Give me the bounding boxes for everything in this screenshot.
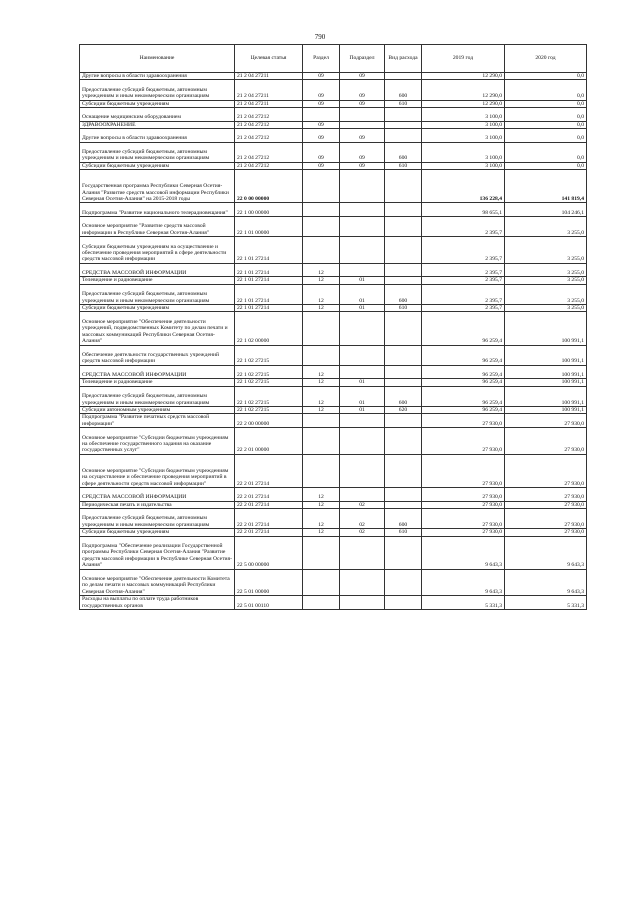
row-section bbox=[303, 569, 340, 596]
row-amount-2019: 9 643,3 bbox=[422, 569, 505, 596]
row-amount-2019: 96 259,4 bbox=[422, 379, 505, 386]
row-section bbox=[303, 108, 340, 122]
row-section bbox=[303, 536, 340, 569]
row-target-article: 22 2 01 27214 bbox=[235, 501, 303, 508]
row-target-article: 21 2 04 27212 bbox=[235, 121, 303, 128]
row-amount-2020: 0,0 bbox=[505, 162, 587, 169]
row-amount-2019: 5 331,3 bbox=[422, 596, 505, 610]
row-amount-2020: 9 643,3 bbox=[505, 569, 587, 596]
row-expense-type bbox=[385, 501, 422, 508]
row-amount-2019: 27 930,0 bbox=[422, 454, 505, 487]
row-amount-2020: 0,0 bbox=[505, 129, 587, 143]
table-row bbox=[80, 454, 587, 487]
row-expense-type bbox=[385, 237, 422, 264]
row-name: Телевидение и радиовещание bbox=[80, 379, 235, 386]
row-expense-type bbox=[385, 569, 422, 596]
row-subsection: 09 bbox=[340, 129, 385, 143]
row-section: 12 bbox=[303, 406, 340, 413]
table-row bbox=[80, 277, 587, 284]
row-amount-2020: 0,0 bbox=[505, 73, 587, 80]
row-target-article: 22 2 00 00000 bbox=[235, 414, 303, 428]
row-section bbox=[303, 345, 340, 365]
row-amount-2019: 96 259,4 bbox=[422, 365, 505, 379]
row-expense-type bbox=[385, 596, 422, 610]
row-amount-2019: 12 290,0 bbox=[422, 73, 505, 80]
row-amount-2020: 3 255,0 bbox=[505, 277, 587, 284]
row-subsection: 09 bbox=[340, 100, 385, 107]
row-target-article: 22 1 02 27215 bbox=[235, 365, 303, 379]
row-name: Предоставление субсидий бюджетным, автономным учреждениям и иным некоммерческим организациям bbox=[80, 508, 235, 528]
table-row bbox=[80, 596, 587, 610]
row-amount-2019: 2 395,7 bbox=[422, 304, 505, 311]
row-target-article: 22 1 02 27215 bbox=[235, 345, 303, 365]
table-row bbox=[80, 386, 587, 406]
row-section: 09 bbox=[303, 80, 340, 100]
row-amount-2020: 3 255,0 bbox=[505, 216, 587, 236]
row-section bbox=[303, 414, 340, 428]
row-expense-type bbox=[385, 263, 422, 277]
row-name: Субсидии бюджетным учреждениям bbox=[80, 100, 235, 107]
row-expense-type bbox=[385, 108, 422, 122]
row-section: 12 bbox=[303, 508, 340, 528]
table-row bbox=[80, 406, 587, 413]
row-expense-type bbox=[385, 277, 422, 284]
row-subsection: 02 bbox=[340, 529, 385, 536]
row-target-article: 22 1 01 27214 bbox=[235, 263, 303, 277]
row-amount-2020: 3 255,0 bbox=[505, 304, 587, 311]
row-amount-2019: 2 395,7 bbox=[422, 216, 505, 236]
row-subsection bbox=[340, 312, 385, 345]
row-target-article: 21 2 04 27211 bbox=[235, 73, 303, 80]
table-row bbox=[80, 312, 587, 345]
row-amount-2019: 3 100,0 bbox=[422, 162, 505, 169]
row-name: Оснащение медицинским оборудованием bbox=[80, 108, 235, 122]
row-expense-type bbox=[385, 345, 422, 365]
row-section: 12 bbox=[303, 379, 340, 386]
row-amount-2020: 104 246,1 bbox=[505, 203, 587, 217]
row-amount-2020: 27 930,0 bbox=[505, 414, 587, 428]
row-name: Периодическая печать и издательства bbox=[80, 501, 235, 508]
row-subsection: 01 bbox=[340, 406, 385, 413]
row-amount-2019: 2 395,7 bbox=[422, 277, 505, 284]
row-section: 12 bbox=[303, 529, 340, 536]
row-amount-2020: 27 930,0 bbox=[505, 508, 587, 528]
row-target-article: 22 1 01 27214 bbox=[235, 277, 303, 284]
row-target-article: 22 1 02 27215 bbox=[235, 406, 303, 413]
row-subsection: 01 bbox=[340, 277, 385, 284]
row-amount-2020: 0,0 bbox=[505, 80, 587, 100]
row-amount-2019: 27 930,0 bbox=[422, 529, 505, 536]
table-row bbox=[80, 263, 587, 277]
table-row bbox=[80, 237, 587, 264]
header-section: Раздел bbox=[303, 45, 340, 73]
row-name: Основное мероприятие "Обеспечение деятельности учреждений, подведомственных Комитету по делам печати и массовых коммуникаций Республики Северная Осетия-Алания" bbox=[80, 312, 235, 345]
row-name: Обеспечение деятельности государственных учреждений средств массовой информации bbox=[80, 345, 235, 365]
row-amount-2020: 3 255,0 bbox=[505, 284, 587, 304]
row-target-article: 21 2 04 27212 bbox=[235, 129, 303, 143]
row-target-article: 22 1 02 00000 bbox=[235, 312, 303, 345]
row-amount-2019: 3 100,0 bbox=[422, 121, 505, 128]
table-row bbox=[80, 203, 587, 217]
row-name: Подпрограмма "Обеспечение реализации Государственной программы Республики Северная Осетия-Алания "Развитие средств массовой информации в Республике Северная Осетия-Алания" bbox=[80, 536, 235, 569]
row-section: 12 bbox=[303, 365, 340, 379]
row-section bbox=[303, 312, 340, 345]
row-name: Расходы на выплаты по оплате труда работников государственных органов bbox=[80, 596, 235, 610]
table-row bbox=[80, 414, 587, 428]
row-subsection bbox=[340, 428, 385, 455]
row-target-article: 22 5 00 00000 bbox=[235, 536, 303, 569]
header-subsection: Подраздел bbox=[340, 45, 385, 73]
header-name: Наименование bbox=[80, 45, 235, 73]
row-amount-2020: 100 991,1 bbox=[505, 312, 587, 345]
row-subsection bbox=[340, 365, 385, 379]
row-subsection bbox=[340, 454, 385, 487]
row-target-article: 22 0 00 00000 bbox=[235, 170, 303, 203]
row-expense-type bbox=[385, 216, 422, 236]
row-name: Предоставление субсидий бюджетным, автономным учреждениям и иным некоммерческим организациям bbox=[80, 80, 235, 100]
row-amount-2019: 96 259,4 bbox=[422, 386, 505, 406]
row-subsection bbox=[340, 108, 385, 122]
table-row bbox=[80, 501, 587, 508]
row-name: Подпрограмма "Развитие национального телерадиовещания" bbox=[80, 203, 235, 217]
table-row bbox=[80, 121, 587, 128]
row-expense-type: 600 bbox=[385, 508, 422, 528]
row-amount-2019: 2 395,7 bbox=[422, 237, 505, 264]
row-amount-2020: 100 991,1 bbox=[505, 365, 587, 379]
row-expense-type bbox=[385, 536, 422, 569]
row-section bbox=[303, 428, 340, 455]
row-expense-type bbox=[385, 73, 422, 80]
row-subsection: 09 bbox=[340, 80, 385, 100]
row-amount-2020: 27 930,0 bbox=[505, 501, 587, 508]
row-amount-2019: 3 100,0 bbox=[422, 142, 505, 162]
row-subsection: 09 bbox=[340, 73, 385, 80]
row-target-article: 22 1 01 27214 bbox=[235, 304, 303, 311]
row-expense-type: 610 bbox=[385, 162, 422, 169]
row-expense-type: 610 bbox=[385, 100, 422, 107]
row-name: Субсидии автономным учреждениям bbox=[80, 406, 235, 413]
row-amount-2020: 100 991,1 bbox=[505, 386, 587, 406]
row-subsection bbox=[340, 170, 385, 203]
row-expense-type: 600 bbox=[385, 80, 422, 100]
row-expense-type bbox=[385, 454, 422, 487]
table-row bbox=[80, 142, 587, 162]
row-target-article: 21 2 04 27211 bbox=[235, 80, 303, 100]
row-subsection bbox=[340, 596, 385, 610]
row-amount-2020: 27 930,0 bbox=[505, 428, 587, 455]
row-target-article: 22 1 01 27214 bbox=[235, 284, 303, 304]
table-row bbox=[80, 487, 587, 501]
row-section: 09 bbox=[303, 121, 340, 128]
row-target-article: 22 2 01 27214 bbox=[235, 487, 303, 501]
row-target-article: 21 2 04 27212 bbox=[235, 162, 303, 169]
row-expense-type bbox=[385, 312, 422, 345]
row-section: 12 bbox=[303, 386, 340, 406]
row-section: 12 bbox=[303, 277, 340, 284]
row-name: Основное мероприятие "Субсидии бюджетным учреждениям на осуществление и обеспечение проведения мероприятий в сфере деятельности средств массовой информации" bbox=[80, 454, 235, 487]
row-expense-type: 620 bbox=[385, 406, 422, 413]
table-row bbox=[80, 529, 587, 536]
row-subsection bbox=[340, 263, 385, 277]
row-amount-2019: 98 655,1 bbox=[422, 203, 505, 217]
row-name: Предоставление субсидий бюджетным, автономным учреждениям и иным некоммерческим организациям bbox=[80, 386, 235, 406]
row-section: 12 bbox=[303, 501, 340, 508]
row-expense-type bbox=[385, 203, 422, 217]
row-name: СРЕДСТВА МАССОВОЙ ИНФОРМАЦИИ bbox=[80, 365, 235, 379]
row-amount-2019: 12 290,0 bbox=[422, 100, 505, 107]
row-amount-2019: 96 259,4 bbox=[422, 406, 505, 413]
row-amount-2019: 96 259,4 bbox=[422, 345, 505, 365]
row-section bbox=[303, 170, 340, 203]
row-subsection: 01 bbox=[340, 304, 385, 311]
row-target-article: 22 1 02 27215 bbox=[235, 386, 303, 406]
header-year-2019: 2019 год bbox=[422, 45, 505, 73]
row-expense-type bbox=[385, 487, 422, 501]
row-amount-2020: 0,0 bbox=[505, 121, 587, 128]
row-amount-2019: 136 228,4 bbox=[422, 170, 505, 203]
row-amount-2019: 27 930,0 bbox=[422, 508, 505, 528]
row-section: 12 bbox=[303, 284, 340, 304]
row-subsection: 01 bbox=[340, 379, 385, 386]
row-target-article: 22 1 01 00000 bbox=[235, 216, 303, 236]
row-amount-2020: 5 331,3 bbox=[505, 596, 587, 610]
row-expense-type bbox=[385, 170, 422, 203]
row-subsection bbox=[340, 121, 385, 128]
row-amount-2020: 0,0 bbox=[505, 142, 587, 162]
table-row bbox=[80, 216, 587, 236]
row-expense-type bbox=[385, 379, 422, 386]
row-expense-type bbox=[385, 121, 422, 128]
row-section: 09 bbox=[303, 142, 340, 162]
row-subsection bbox=[340, 203, 385, 217]
table-row bbox=[80, 162, 587, 169]
row-name: Субсидии бюджетным учреждениям bbox=[80, 529, 235, 536]
row-name: Субсидии бюджетным учреждениям bbox=[80, 162, 235, 169]
row-expense-type bbox=[385, 414, 422, 428]
row-subsection bbox=[340, 216, 385, 236]
row-name: ЗДРАВООХРАНЕНИЕ bbox=[80, 121, 235, 128]
row-target-article: 22 5 01 00000 bbox=[235, 569, 303, 596]
row-target-article: 22 1 00 00000 bbox=[235, 203, 303, 217]
table-row bbox=[80, 428, 587, 455]
row-name: Подпрограмма "Развитие печатных средств массовой информации" bbox=[80, 414, 235, 428]
row-amount-2019: 2 395,7 bbox=[422, 284, 505, 304]
row-name: Предоставление субсидий бюджетным, автономным учреждениям и иным некоммерческим организациям bbox=[80, 142, 235, 162]
row-target-article: 22 2 01 27214 bbox=[235, 529, 303, 536]
budget-table bbox=[79, 44, 587, 610]
row-expense-type bbox=[385, 428, 422, 455]
row-amount-2019: 27 930,0 bbox=[422, 414, 505, 428]
row-name: Субсидии бюджетным учреждениям bbox=[80, 304, 235, 311]
row-amount-2019: 3 100,0 bbox=[422, 108, 505, 122]
row-section bbox=[303, 203, 340, 217]
row-target-article: 22 2 01 00000 bbox=[235, 428, 303, 455]
table-body bbox=[80, 73, 587, 610]
table-row bbox=[80, 108, 587, 122]
row-target-article: 22 1 01 27214 bbox=[235, 237, 303, 264]
row-section: 12 bbox=[303, 487, 340, 501]
row-amount-2019: 27 930,0 bbox=[422, 487, 505, 501]
row-name: Телевидение и радиовещание bbox=[80, 277, 235, 284]
row-name: Основное мероприятие "Субсидии бюджетным учреждениям на обеспечение государственного задания на оказание государственных услуг" bbox=[80, 428, 235, 455]
header-year-2020: 2020 год bbox=[505, 45, 587, 73]
row-amount-2020: 0,0 bbox=[505, 100, 587, 107]
row-amount-2019: 12 290,0 bbox=[422, 80, 505, 100]
table-row bbox=[80, 284, 587, 304]
row-expense-type: 600 bbox=[385, 284, 422, 304]
row-section: 09 bbox=[303, 73, 340, 80]
row-expense-type: 600 bbox=[385, 142, 422, 162]
row-expense-type: 610 bbox=[385, 304, 422, 311]
row-name: Предоставление субсидий бюджетным, автономным учреждениям и иным некоммерческим организациям bbox=[80, 284, 235, 304]
row-subsection bbox=[340, 569, 385, 596]
row-name: Основное мероприятие "Обеспечение деятельности Комитета по делам печати и массовых коммуникаций Республики Северная Осетия-Алания" bbox=[80, 569, 235, 596]
table-row bbox=[80, 80, 587, 100]
row-target-article: 22 1 02 27215 bbox=[235, 379, 303, 386]
row-amount-2020: 3 255,0 bbox=[505, 263, 587, 277]
row-expense-type: 610 bbox=[385, 529, 422, 536]
row-name: СРЕДСТВА МАССОВОЙ ИНФОРМАЦИИ bbox=[80, 487, 235, 501]
table-row bbox=[80, 345, 587, 365]
row-amount-2020: 100 991,1 bbox=[505, 345, 587, 365]
row-name: Государственная программа Республики Северная Осетия-Алания "Развитие средств массовой информации Республики Северная Осетия-Алания" на 2015-2018 годы bbox=[80, 170, 235, 203]
row-subsection: 02 bbox=[340, 508, 385, 528]
page-number: 790 bbox=[314, 33, 326, 41]
row-subsection: 09 bbox=[340, 142, 385, 162]
row-amount-2020: 100 991,1 bbox=[505, 406, 587, 413]
row-name: СРЕДСТВА МАССОВОЙ ИНФОРМАЦИИ bbox=[80, 263, 235, 277]
row-section: 12 bbox=[303, 304, 340, 311]
row-subsection: 01 bbox=[340, 284, 385, 304]
row-section bbox=[303, 454, 340, 487]
row-amount-2020: 9 643,3 bbox=[505, 536, 587, 569]
table-row bbox=[80, 100, 587, 107]
row-subsection: 02 bbox=[340, 501, 385, 508]
row-subsection bbox=[340, 414, 385, 428]
row-expense-type: 600 bbox=[385, 386, 422, 406]
row-amount-2019: 9 643,3 bbox=[422, 536, 505, 569]
row-target-article: 22 5 01 00110 bbox=[235, 596, 303, 610]
row-subsection bbox=[340, 237, 385, 264]
table-row bbox=[80, 365, 587, 379]
row-amount-2020: 27 930,0 bbox=[505, 529, 587, 536]
row-amount-2019: 27 930,0 bbox=[422, 428, 505, 455]
row-target-article: 22 2 01 27214 bbox=[235, 454, 303, 487]
row-subsection bbox=[340, 487, 385, 501]
row-target-article: 21 2 04 27212 bbox=[235, 108, 303, 122]
table-row bbox=[80, 304, 587, 311]
row-subsection bbox=[340, 345, 385, 365]
table-header-row bbox=[80, 45, 587, 73]
row-section: 09 bbox=[303, 100, 340, 107]
row-section: 09 bbox=[303, 162, 340, 169]
table-row bbox=[80, 536, 587, 569]
row-section bbox=[303, 237, 340, 264]
row-amount-2020: 27 930,0 bbox=[505, 454, 587, 487]
table-row bbox=[80, 508, 587, 528]
row-target-article: 21 2 04 27212 bbox=[235, 142, 303, 162]
row-subsection bbox=[340, 536, 385, 569]
row-amount-2019: 2 395,7 bbox=[422, 263, 505, 277]
row-amount-2020: 100 991,1 bbox=[505, 379, 587, 386]
row-name: Основное мероприятие "Развитие средств массовой информации в Республике Северная Осетия-Алания" bbox=[80, 216, 235, 236]
row-section: 09 bbox=[303, 129, 340, 143]
row-target-article: 22 2 01 27214 bbox=[235, 508, 303, 528]
row-name: Другие вопросы в области здравоохранения bbox=[80, 73, 235, 80]
header-expense-type: Вид расхода bbox=[385, 45, 422, 73]
row-amount-2019: 3 100,0 bbox=[422, 129, 505, 143]
row-amount-2020: 3 255,0 bbox=[505, 237, 587, 264]
row-amount-2020: 0,0 bbox=[505, 108, 587, 122]
row-amount-2019: 96 259,4 bbox=[422, 312, 505, 345]
table-row bbox=[80, 129, 587, 143]
row-name: Субсидии бюджетным учреждениям на осуществление и обеспечение проведения мероприятий в сфере деятельности средств массовой информации bbox=[80, 237, 235, 264]
row-subsection: 01 bbox=[340, 386, 385, 406]
row-name: Другие вопросы в области здравоохранения bbox=[80, 129, 235, 143]
header-target-article: Целевая статья bbox=[235, 45, 303, 73]
table-row bbox=[80, 569, 587, 596]
row-expense-type bbox=[385, 365, 422, 379]
row-amount-2020: 141 819,4 bbox=[505, 170, 587, 203]
row-target-article: 21 2 04 27211 bbox=[235, 100, 303, 107]
row-subsection: 09 bbox=[340, 162, 385, 169]
row-expense-type bbox=[385, 129, 422, 143]
table-row bbox=[80, 379, 587, 386]
row-amount-2019: 27 930,0 bbox=[422, 501, 505, 508]
row-section: 12 bbox=[303, 263, 340, 277]
row-section bbox=[303, 596, 340, 610]
table-row bbox=[80, 73, 587, 80]
row-section bbox=[303, 216, 340, 236]
table-row bbox=[80, 170, 587, 203]
row-amount-2020: 27 930,0 bbox=[505, 487, 587, 501]
